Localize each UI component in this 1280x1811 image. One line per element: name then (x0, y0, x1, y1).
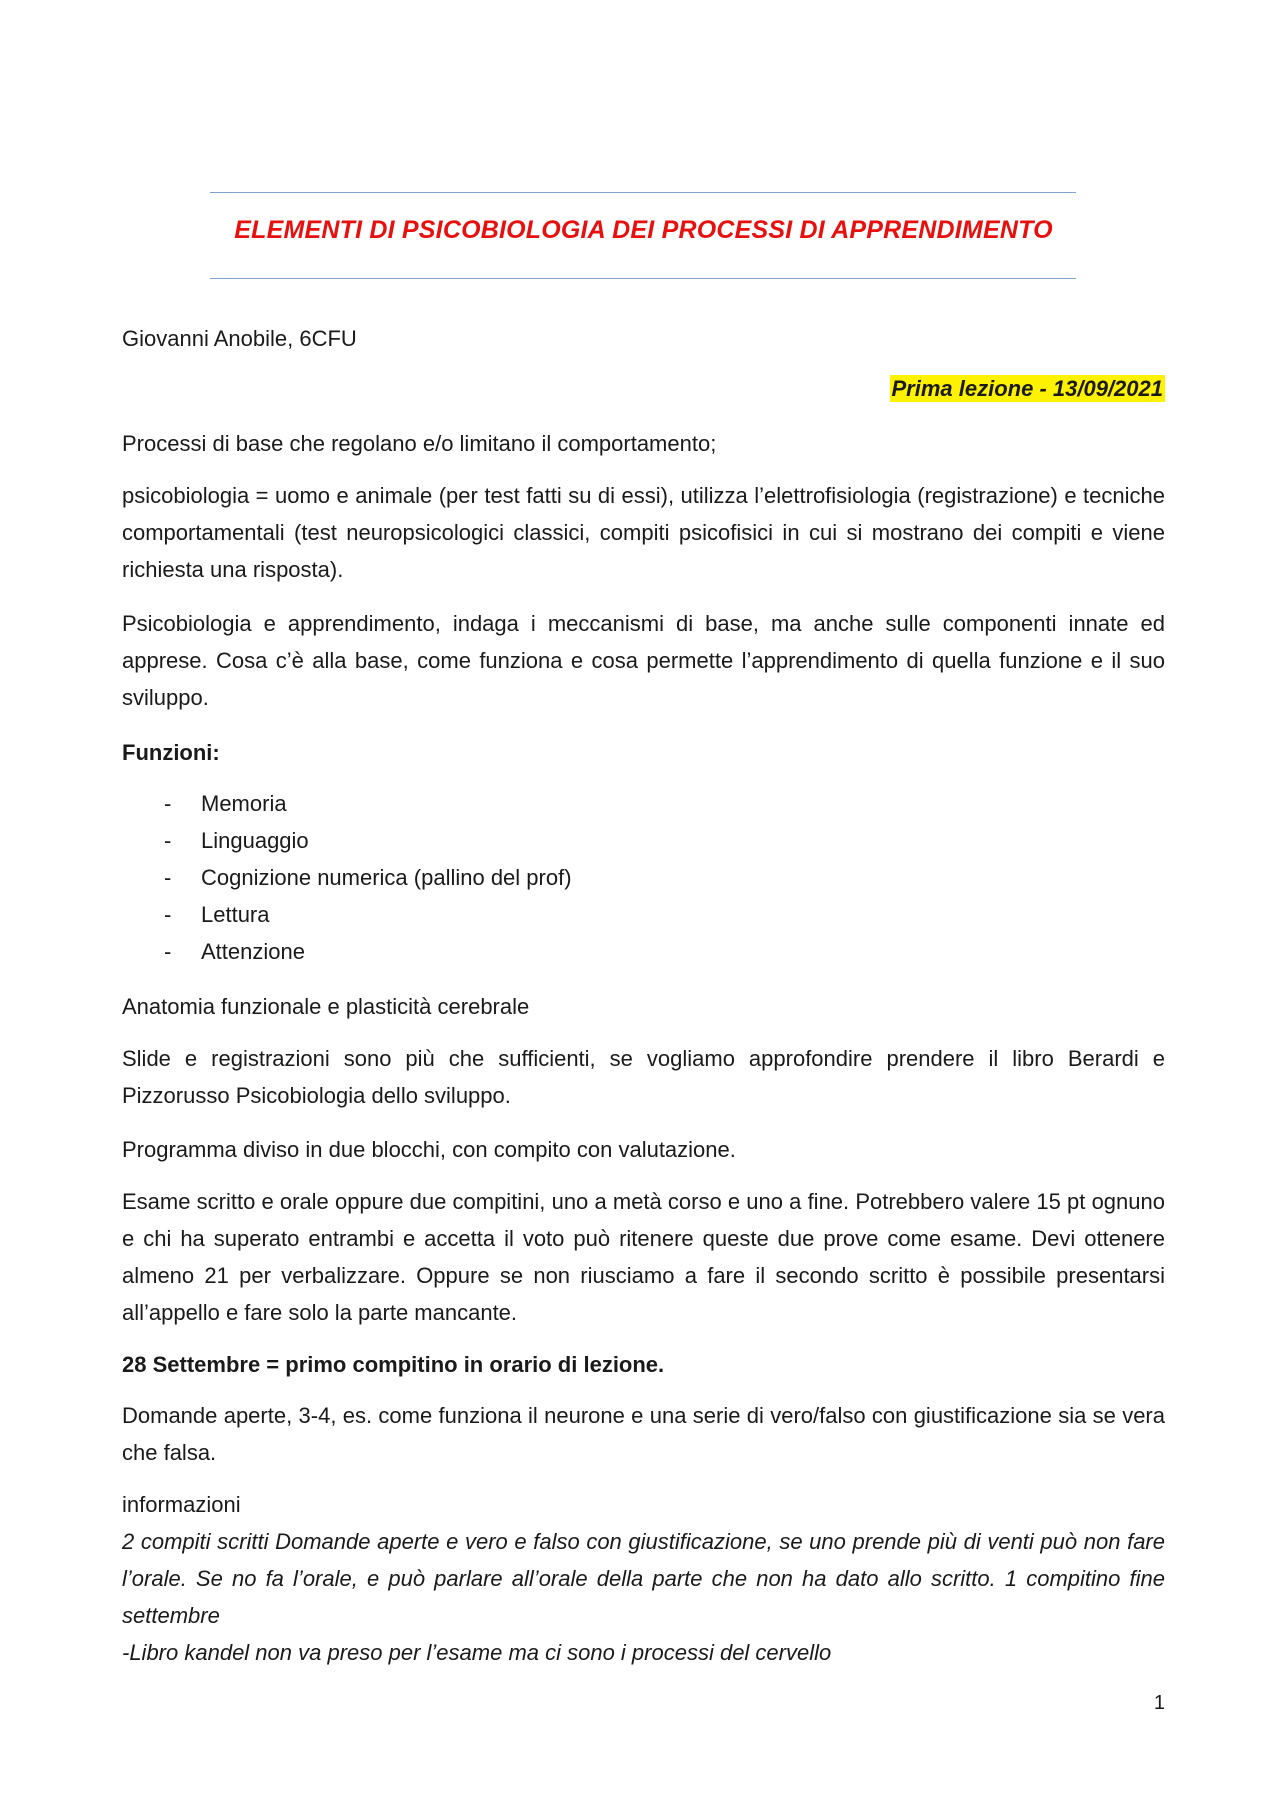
list-dash: - (164, 828, 172, 853)
lesson-date-highlight: Prima lezione - 13/09/2021 (891, 376, 1163, 401)
info-note: -Libro kandel non va preso per l’esame ma ci sono i processi del cervello (122, 1640, 832, 1665)
title-bottom-rule (210, 278, 1076, 279)
info-heading: informazioni (122, 1492, 241, 1517)
document-page (122, 0, 1165, 1811)
list-item (122, 859, 572, 896)
list-item-label: Linguaggio (201, 828, 309, 853)
list-item (122, 785, 572, 822)
list-item (122, 822, 572, 859)
list-dash: - (164, 939, 172, 964)
list-item-label: Attenzione (201, 939, 305, 964)
paragraph: psicobiologia = uomo e animale (per test fatti su di essi), utilizza l’elettrofisiologia (registrazione) e tecniche comportamentali (test neuropsicologici classici, compiti psicofisici in cui si mostrano dei compiti e viene richiesta una risposta). (122, 483, 1165, 582)
list-dash: - (164, 791, 172, 816)
paragraph: Domande aperte, 3-4, es. come funziona il neurone e una serie di vero/falso con giustificazione sia se vera che falsa. (122, 1403, 1165, 1465)
info-body: 2 compiti scritti Domande aperte e vero e falso con giustificazione, se uno prende più di venti può non fare l’orale. Se no fa l’orale, e può parlare all’orale della parte che non ha dato allo scritto. 1 compitino fine settembre (122, 1529, 1165, 1628)
list-item-label: Memoria (201, 791, 287, 816)
page-number: 1 (1153, 1692, 1165, 1714)
list-dash: - (164, 902, 172, 927)
list-dash: - (164, 865, 172, 890)
lesson-heading (890, 372, 1166, 406)
funzioni-list (122, 785, 572, 970)
paragraph: Esame scritto e orale oppure due compitini, uno a metà corso e uno a fine. Potrebbero valere 15 pt ognuno e chi ha superato entrambi e accetta il voto può ritenere queste due prove come esame. Devi ottenere almeno 21 per verbalizzare. Oppure se non riusciamo a fare il secondo scritto è possibile presentarsi all’appello e fare solo la parte mancante. (122, 1189, 1165, 1325)
paragraph: Programma diviso in due blocchi, con compito con valutazione. (122, 1137, 736, 1162)
document-title: ELEMENTI DI PSICOBIOLOGIA DEI PROCESSI DI APPRENDIMENTO (234, 216, 1053, 244)
paragraph: Anatomia funzionale e plasticità cerebrale (122, 994, 530, 1019)
author-line: Giovanni Anobile, 6CFU (122, 326, 357, 351)
funzioni-heading: Funzioni: (122, 740, 220, 765)
title-top-rule (210, 192, 1076, 193)
paragraph: Processi di base che regolano e/o limitano il comportamento; (122, 431, 717, 456)
list-item-label: Cognizione numerica (pallino del prof) (201, 865, 572, 890)
list-item (122, 933, 572, 970)
paragraph: Psicobiologia e apprendimento, indaga i meccanismi di base, ma anche sulle componenti innate ed apprese. Cosa c’è alla base, come funziona e cosa permette l’apprendimento di quella funzione e il suo sviluppo. (122, 611, 1165, 710)
list-item-label: Lettura (201, 902, 270, 927)
paragraph: Slide e registrazioni sono più che sufficienti, se vogliamo approfondire prendere il libro Berardi e Pizzorusso Psicobiologia dello sviluppo. (122, 1046, 1165, 1108)
exam-date-note: 28 Settembre = primo compitino in orario di lezione. (122, 1352, 665, 1377)
list-item (122, 896, 572, 933)
